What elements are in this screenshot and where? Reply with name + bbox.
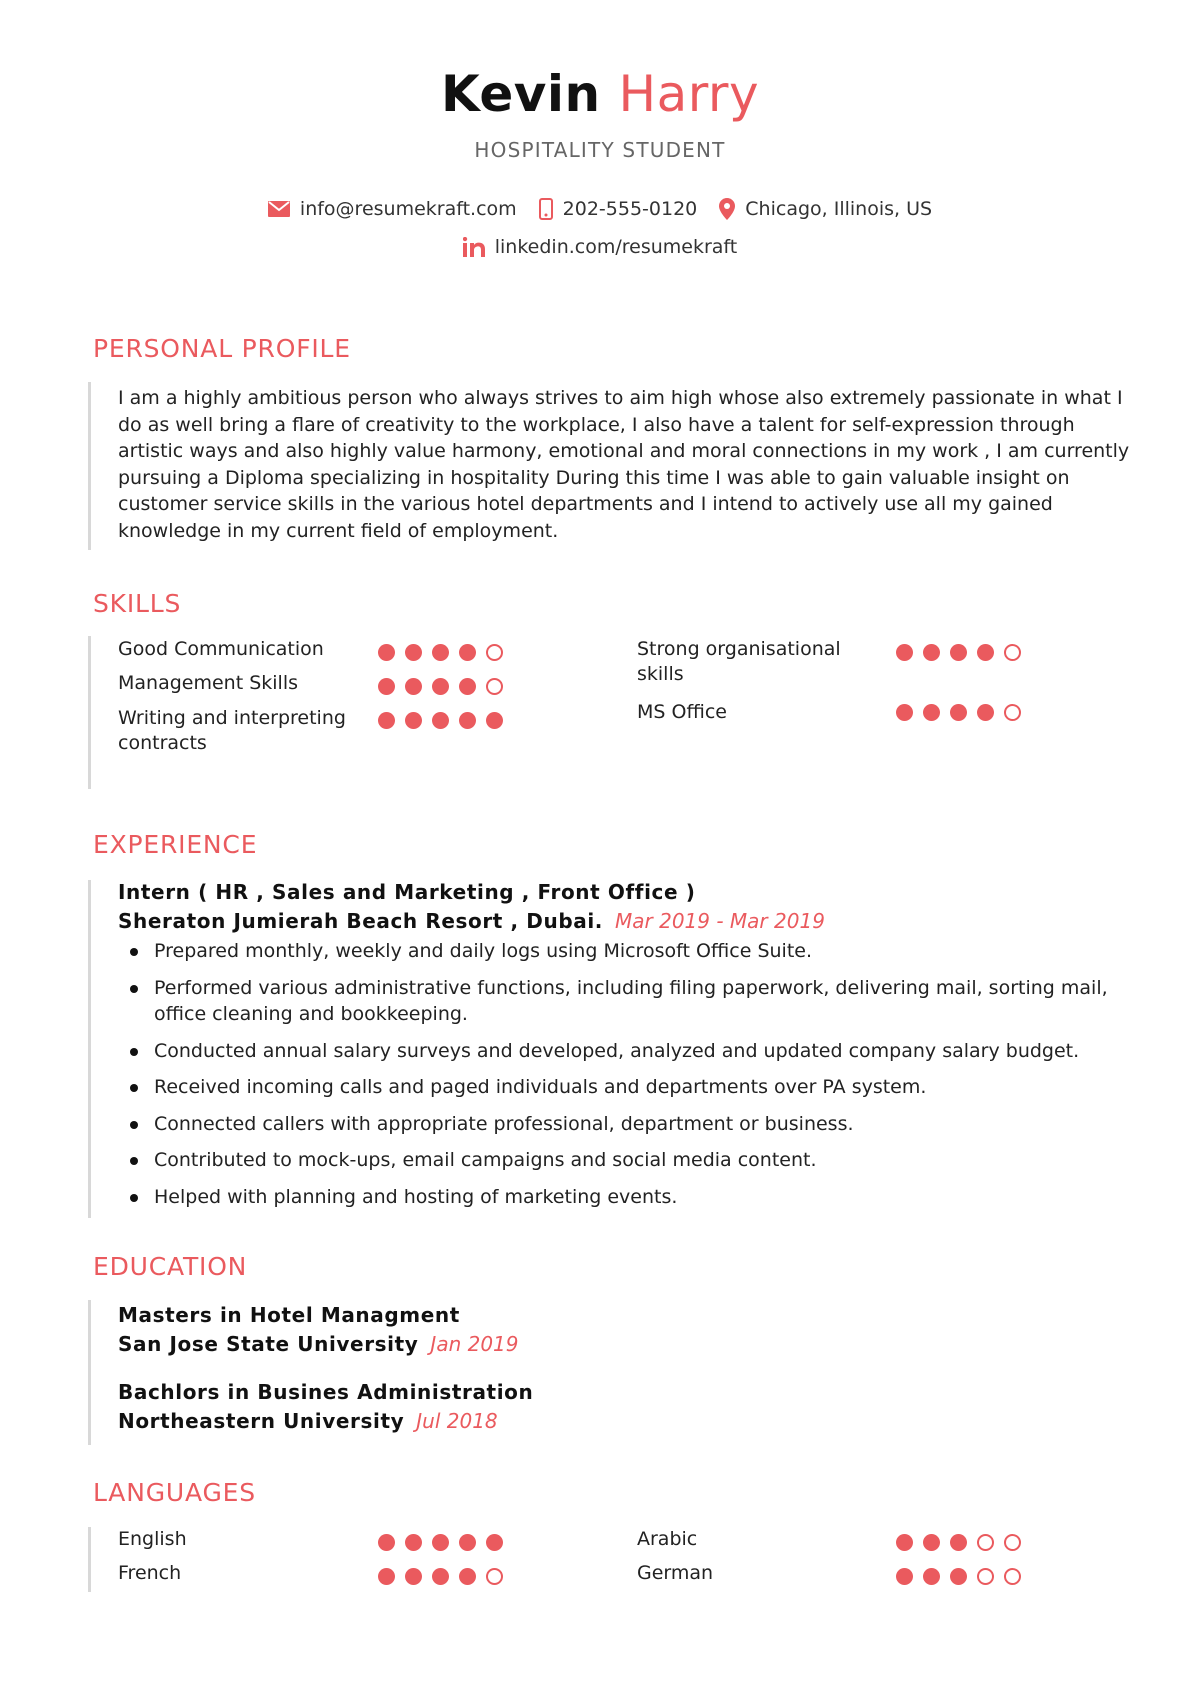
rating-dot-filled xyxy=(459,1534,476,1551)
skill-rating xyxy=(896,704,1021,721)
job-role: Intern ( HR , Sales and Marketing , Front Office ) xyxy=(118,880,696,904)
rating-dot-filled xyxy=(459,644,476,661)
education-school-line xyxy=(118,1409,498,1433)
job-bullet: Conducted annual salary surveys and developed, analyzed and updated company salary budget. xyxy=(118,1038,1118,1065)
rating-dot-filled xyxy=(378,644,395,661)
language-label: French xyxy=(118,1562,182,1584)
rating-dot-filled xyxy=(378,678,395,695)
email-text: info@resumekraft.com xyxy=(299,198,517,220)
job-bullet: Received incoming calls and paged individuals and departments over PA system. xyxy=(118,1074,1118,1101)
rating-dot-empty xyxy=(486,644,503,661)
contact-row-social xyxy=(0,236,1200,258)
experience-heading: EXPERIENCE xyxy=(93,830,258,859)
rating-dot-filled xyxy=(405,1534,422,1551)
phone-contact[interactable] xyxy=(539,198,698,220)
rating-dot-filled xyxy=(378,1534,395,1551)
last-name: Harry xyxy=(618,65,760,123)
rating-dot-filled xyxy=(950,704,967,721)
job-bullet: Contributed to mock-ups, email campaigns and social media content. xyxy=(118,1147,1118,1174)
job-bullet: Connected callers with appropriate professional, department or business. xyxy=(118,1111,1118,1138)
rating-dot-filled xyxy=(923,1534,940,1551)
skill-rating xyxy=(378,644,503,661)
job-company: Sheraton Jumierah Beach Resort , Dubai. xyxy=(118,909,603,933)
skill-label: Good Communication xyxy=(118,638,324,660)
education-school: Northeastern University xyxy=(118,1409,405,1433)
rating-dot-empty xyxy=(486,678,503,695)
education-date: Jan 2019 xyxy=(430,1332,519,1356)
job-dates: Mar 2019 - Mar 2019 xyxy=(615,909,825,933)
rating-dot-filled xyxy=(432,712,449,729)
rating-dot-filled xyxy=(896,1534,913,1551)
rating-dot-filled xyxy=(405,678,422,695)
rating-dot-filled xyxy=(923,644,940,661)
language-rating xyxy=(896,1568,1021,1585)
skill-label: MS Office xyxy=(637,701,727,723)
phone-text: 202-555-0120 xyxy=(562,198,698,220)
job-company-line xyxy=(118,909,825,933)
linkedin-contact[interactable] xyxy=(463,236,738,258)
rating-dot-filled xyxy=(432,1568,449,1585)
rating-dot-empty xyxy=(1004,1568,1021,1585)
linkedin-icon xyxy=(463,237,485,257)
skill-label: Management Skills xyxy=(118,672,298,694)
education-degree: Masters in Hotel Managment xyxy=(118,1303,460,1327)
language-label: Arabic xyxy=(637,1528,698,1550)
rating-dot-filled xyxy=(923,1568,940,1585)
rating-dot-filled xyxy=(432,644,449,661)
education-school: San Jose State University xyxy=(118,1332,419,1356)
rating-dot-filled xyxy=(977,644,994,661)
skills-heading: SKILLS xyxy=(93,589,182,618)
rating-dot-filled xyxy=(459,712,476,729)
rating-dot-empty xyxy=(977,1568,994,1585)
location-contact xyxy=(719,198,932,220)
skill-rating xyxy=(378,712,503,729)
rating-dot-filled xyxy=(923,704,940,721)
rating-dot-filled xyxy=(405,644,422,661)
rating-dot-empty xyxy=(1004,704,1021,721)
rating-dot-filled xyxy=(486,712,503,729)
profile-rail xyxy=(88,382,91,550)
job-bullet: Prepared monthly, weekly and daily logs using Microsoft Office Suite. xyxy=(118,938,1118,965)
first-name: Kevin xyxy=(440,65,601,123)
education-heading: EDUCATION xyxy=(93,1252,248,1281)
job-bullet: Performed various administrative functions, including filing paperwork, delivering mail, sorting mail, office cleaning and bookkeeping. xyxy=(118,975,1118,1028)
rating-dot-filled xyxy=(950,1568,967,1585)
education-school-line xyxy=(118,1332,519,1356)
rating-dot-filled xyxy=(950,644,967,661)
candidate-name xyxy=(0,64,1200,124)
rating-dot-filled xyxy=(486,1534,503,1551)
languages-heading: LANGUAGES xyxy=(93,1478,256,1507)
skill-rating xyxy=(378,678,503,695)
rating-dot-filled xyxy=(977,704,994,721)
rating-dot-filled xyxy=(405,1568,422,1585)
education-rail xyxy=(88,1300,91,1445)
skills-rail xyxy=(88,636,91,789)
rating-dot-empty xyxy=(486,1568,503,1585)
profile-text: I am a highly ambitious person who always strives to aim high whose also extremely passionate in what I do as well bring a flare of creativity to the workplace, I also have a talent for self-expression through artistic ways and also highly value harmony, emotional and moral connections in my work , I am currently pursuing a Diploma specializing in hospitality During this time I was able to gain valuable insight on customer service skills in the various hotel departments and I intend to actively use all my gained knowledge in my current field of employment. xyxy=(118,387,1130,542)
rating-dot-empty xyxy=(1004,644,1021,661)
rating-dot-filled xyxy=(378,712,395,729)
education-date: Jul 2018 xyxy=(416,1409,498,1433)
rating-dot-filled xyxy=(459,678,476,695)
phone-icon xyxy=(539,198,553,220)
rating-dot-filled xyxy=(896,1568,913,1585)
languages-rail xyxy=(88,1527,91,1592)
job-title: HOSPITALITY STUDENT xyxy=(474,138,726,162)
skill-rating xyxy=(896,644,1021,661)
rating-dot-empty xyxy=(977,1534,994,1551)
skill-label: Writing and interpreting contracts xyxy=(118,707,346,754)
profile-heading: PERSONAL PROFILE xyxy=(93,334,351,363)
rating-dot-filled xyxy=(405,712,422,729)
language-rating xyxy=(896,1534,1021,1551)
rating-dot-filled xyxy=(950,1534,967,1551)
rating-dot-filled xyxy=(432,1534,449,1551)
rating-dot-filled xyxy=(432,678,449,695)
email-icon xyxy=(268,201,290,217)
location-pin-icon xyxy=(719,198,735,220)
contact-row xyxy=(0,198,1200,220)
language-label: English xyxy=(118,1528,187,1550)
language-rating xyxy=(378,1568,503,1585)
rating-dot-empty xyxy=(1004,1534,1021,1551)
email-contact[interactable] xyxy=(268,198,517,220)
job-bullets xyxy=(118,938,1118,1220)
rating-dot-filled xyxy=(896,704,913,721)
language-rating xyxy=(378,1534,503,1551)
rating-dot-filled xyxy=(896,644,913,661)
rating-dot-filled xyxy=(378,1568,395,1585)
experience-rail xyxy=(88,880,91,1218)
education-degree: Bachlors in Busines Administration xyxy=(118,1380,534,1404)
location-text: Chicago, Illinois, US xyxy=(745,198,933,220)
skill-label: Strong organisational skills xyxy=(637,638,841,685)
rating-dot-filled xyxy=(459,1568,476,1585)
job-bullet: Helped with planning and hosting of marketing events. xyxy=(118,1184,1118,1211)
language-label: German xyxy=(637,1562,714,1584)
linkedin-text: linkedin.com/resumekraft xyxy=(494,236,738,258)
